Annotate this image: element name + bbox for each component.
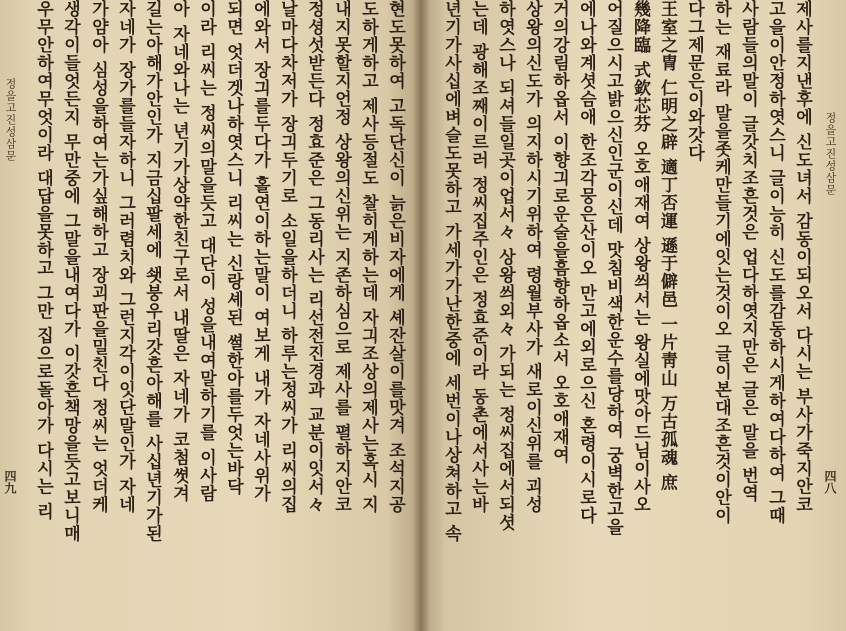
right-text-column: 어질으시고밝으신인군이신데 맛침비색한운수를당하여 궁벽한고을 (603, 0, 623, 536)
left-folio: 四九 (3, 470, 17, 494)
left-text-column: 도하게하고 제사등절도 찰히게하는데 자긔조상의제사는혹시 지 (358, 0, 378, 514)
left-text-column: 내지못할지언정 상왕의신위는 지존하심으로 제사를 펼하지안코 (331, 0, 351, 514)
left-text-column: 생각이들엇든지 무만중에 그말을내여다가 이갓흔책망을듯고보니매 (60, 0, 80, 543)
left-text-column: 날마다차저가 장긔두기로 소일을하더니 하루는정씨가 리씨의집 (277, 0, 297, 514)
right-text-column: 거의강림하옵서 이향긔로운술을흠향하옵소서 오호애재여 (549, 0, 569, 464)
left-text-column: 아 자네와나는 년기가상약한친구로서 내딸은 자네가 코첨쎳겨 (169, 0, 189, 503)
right-text-column: 년기가사십에벼슬도못하고 가세가가난한중에 세번이나상쳐하고 속 (441, 0, 461, 543)
right-text-column: 幾降臨 式欽芯芬 오호애재여 상왕씌서는 왕실에맛아드님이사오 (630, 0, 650, 514)
left-text-column: 우무안하여무엇이라 대답을못하고 그만 집으로돌아가 다시는 리 (33, 0, 53, 521)
left-text-column: 되면 엇더겟나하엿스니 리씨는 신랑셰된 쎨한아를두엇는바닥 (223, 0, 243, 496)
left-text-column: 이라 리씨는 정씨의말을듯고 대단이 성을내여말하기를 이사람 (196, 0, 216, 503)
right-text-column: 제사를지낸후에 신도녀서 감동이되오서 다시는 부사가죽지안코 (792, 0, 812, 514)
right-running-head: 정을고진성삼문 (824, 112, 837, 196)
right-folio: 四八 (823, 470, 837, 494)
left-text-column: 가얌아 심성을하여는가싶해하고 장괴판을밀친다 정씨는 엇더케 (88, 0, 108, 514)
left-running-head: 정을고진성삼문 (4, 78, 17, 162)
right-page (420, 0, 846, 631)
right-text-column: 고을이안정하엿스니 글이능히 신도를감동하시게하여다하여 그때 (765, 0, 785, 525)
left-text-column: 길는아해가안인가 지금십팔세에 쇗붕우리갓흔아해를 사십년기가된 (142, 0, 162, 543)
left-text-column: 에와서 장긔를두다가 홀연이하는말이 여보게 내가 자네사위가 (250, 0, 270, 503)
book-gutter (412, 0, 430, 631)
left-text-column: 정셩섯받든다 정효준은 그동리사는 리선전진경과 교분이잇서々 (304, 0, 324, 514)
left-text-column: 자네가 장가를들자하니 그러렴치와 그런지각이잇단말인가 자네 (115, 0, 135, 514)
right-text-column: 상왕의신도가 의지하시기위하여 령월부사가 새로이신위를 괴성 (522, 0, 542, 514)
left-page (0, 0, 420, 631)
right-text-column: 다그제문은이와갓다 (684, 0, 704, 162)
right-text-column: 하는 재료라 말을좃케만들기에잇는것이오 글이본대조흔것이안이 (711, 0, 731, 525)
right-text-column: 에나와계셧슴애 한조각뭉은산이오 만고에외로으신 혼령이시로다 (576, 0, 596, 525)
right-text-column: 사람들의말이 글갓치조흔것은 업다하엿지만은 글은 말을 번역 (738, 0, 758, 503)
right-text-column: 王室之冑 仁明之辟 適丁否運 遜于僻邑 一片靑山 万古孤魂 庶 (657, 0, 677, 492)
right-text-column: 하엿스나 되셔들일곳이업서々 상왕씌외々 가되는 정씨집에서되셧 (495, 0, 515, 532)
right-text-column: 는데 광해조째이르러 정씨집주인은 정효준이라 동촌에서사는바 (468, 0, 488, 514)
left-text-column: 현도못하여 고독단신이 늙은비자에게 셰잔살이를맛겨 조석지공 (385, 0, 405, 514)
